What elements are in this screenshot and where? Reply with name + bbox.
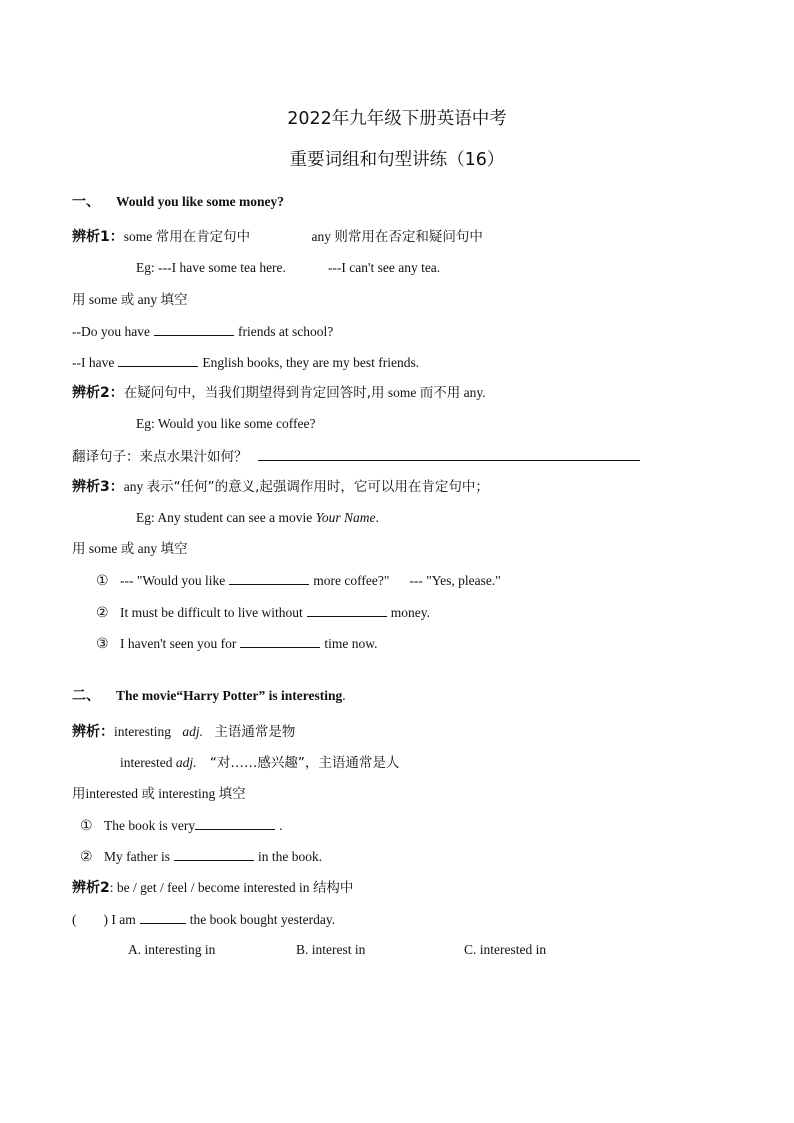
q2-pre: --I have: [72, 355, 115, 370]
answer-blank[interactable]: [140, 910, 186, 924]
answer-blank[interactable]: [118, 353, 198, 367]
s2-exercise-q2: [80, 847, 322, 866]
s2-pos1: adj.: [182, 724, 204, 739]
item-number: ③: [96, 636, 109, 652]
analysis1-example: [136, 259, 440, 277]
item-pre: --- "Would you like: [120, 573, 226, 588]
s2-analysis2: [72, 879, 353, 897]
analysis2-w2: any.: [463, 385, 486, 400]
q1-pre: The book is very: [104, 818, 196, 833]
s2-analysis2-label: 辨析2: [72, 880, 110, 896]
analysis1-some-text: 常用在肯定句中: [155, 229, 251, 245]
analysis2-mid: 而不用: [419, 385, 461, 401]
page-subtitle: 重要词组和句型讲练（16）: [289, 150, 505, 170]
analysis3-example: [136, 509, 379, 527]
item-pre: It must be difficult to live without: [120, 605, 303, 620]
section2-marker: 二、: [72, 688, 100, 704]
s2-analysis-row1: [72, 723, 295, 741]
instr-mid: 或: [120, 292, 135, 308]
instr-w2: any: [137, 541, 158, 556]
item-post: money.: [390, 605, 430, 620]
q2-post: in the book.: [257, 849, 323, 864]
analysis2-w1: some: [387, 385, 417, 400]
q1-pre: --Do you have: [72, 324, 150, 339]
analysis2-text: 在疑问句中，当我们期望得到肯定回答时,用: [123, 385, 385, 401]
q2-pre: My father is: [104, 849, 170, 864]
answer-blank[interactable]: [195, 816, 275, 830]
item-number: ②: [80, 849, 93, 865]
s2-exercise-q1: [80, 816, 282, 835]
s2-analysis-row2: [120, 754, 399, 772]
s2-analysis-label: 辨析：: [72, 724, 114, 740]
item-post: more coffee?": [313, 573, 390, 588]
s2-text2: “对……感兴趣”，主语通常是人: [209, 755, 400, 771]
answer-blank[interactable]: [307, 603, 387, 617]
q1-post: .: [279, 818, 283, 833]
s2-exercise-instruction: [72, 785, 246, 803]
analysis2-label: 辨析2：: [72, 385, 124, 401]
choice-option-c[interactable]: C. interested in: [464, 942, 547, 957]
translate-prompt: 翻译句子：来点水果汁如何？: [72, 449, 248, 465]
choice-pre: I am: [111, 912, 136, 927]
instr-w2: interesting: [158, 786, 216, 801]
item-number: ①: [96, 573, 109, 589]
analysis1-label: 辨析1：: [72, 229, 124, 245]
example-pre: Eg: Any student can see a movie: [136, 510, 313, 525]
instr-w1: some: [88, 541, 118, 556]
s2-word-interested: interested: [120, 755, 173, 770]
example-b: ---I can't see any tea.: [327, 260, 441, 275]
section1-heading: [72, 193, 284, 211]
translate-task: [72, 447, 644, 466]
exercise1-q1: [72, 322, 333, 341]
analysis1-any-text: 则常用在否定和疑问句中: [334, 229, 483, 245]
example-post: .: [375, 510, 379, 525]
instr-w1: some: [88, 292, 118, 307]
analysis3-text: 表示“任何”的意义,起强调作用时，它可以用在肯定句中；: [146, 479, 489, 495]
instr-pre: 用: [72, 541, 86, 557]
s2-analysis2-text-cn: 结构中: [312, 880, 354, 896]
section2-heading: [72, 687, 346, 705]
choice-option-b[interactable]: B. interest in: [296, 942, 366, 957]
s2-analysis2-text: : be / get / feel / become interested in: [109, 880, 310, 895]
exercise1-q2: [72, 353, 419, 372]
analysis2: [72, 384, 486, 402]
example-italic: Your Name: [315, 510, 376, 525]
item-reply: --- "Yes, please.": [409, 573, 501, 588]
s2-word-interesting: interesting: [114, 724, 171, 739]
item-pre: I haven't seen you for: [120, 636, 237, 651]
instr-pre: 用: [72, 786, 86, 802]
page-title: 2022年九年级下册英语中考: [287, 109, 507, 129]
item-number: ①: [80, 818, 93, 834]
choice-question: [72, 910, 335, 929]
analysis3-w1: any: [123, 479, 144, 494]
s2-pos2: adj.: [175, 755, 197, 770]
item-post: time now.: [324, 636, 378, 651]
choice-post: the book bought yesterday.: [189, 912, 336, 927]
example-a: Eg: ---I have some tea here.: [136, 260, 286, 275]
instr-pre: 用: [72, 292, 86, 308]
exercise2-item-1: [96, 571, 501, 590]
word-any: any: [311, 229, 331, 244]
answer-paren[interactable]: ( ): [72, 912, 108, 927]
exercise1-instruction: [72, 291, 188, 309]
answer-blank[interactable]: [229, 571, 309, 585]
item-number: ②: [96, 605, 109, 621]
translate-answer-line[interactable]: [258, 447, 640, 461]
analysis3-label: 辨析3：: [72, 479, 124, 495]
instr-post: 填空: [218, 786, 246, 802]
section1-marker: 一、: [72, 194, 100, 210]
choice-option-a[interactable]: A. interesting in: [128, 942, 216, 957]
section2-heading-end: .: [342, 688, 346, 703]
word-some: some: [123, 229, 153, 244]
exercise2-instruction: [72, 540, 188, 558]
instr-mid: 或: [141, 786, 155, 802]
answer-blank[interactable]: [154, 322, 234, 336]
instr-mid: 或: [120, 541, 135, 557]
instr-w2: any: [137, 292, 158, 307]
q2-post: English books, they are my best friends.: [202, 355, 420, 370]
answer-blank[interactable]: [174, 847, 254, 861]
answer-blank[interactable]: [240, 634, 320, 648]
instr-post: 填空: [160, 292, 188, 308]
s2-text1: 主语通常是物: [214, 724, 296, 740]
exercise2-item-3: [96, 634, 378, 653]
section2-heading-text: The movie“Harry Potter” is interesting: [116, 688, 343, 703]
section1-heading-text: Would you like some money?: [116, 194, 285, 209]
q1-post: friends at school?: [237, 324, 334, 339]
instr-post: 填空: [160, 541, 188, 557]
analysis2-example: Eg: Would you like some coffee?: [136, 416, 316, 431]
exercise2-item-2: [96, 603, 430, 622]
analysis1: [72, 228, 483, 246]
instr-w1: interested: [85, 786, 138, 801]
analysis3: [72, 478, 489, 496]
